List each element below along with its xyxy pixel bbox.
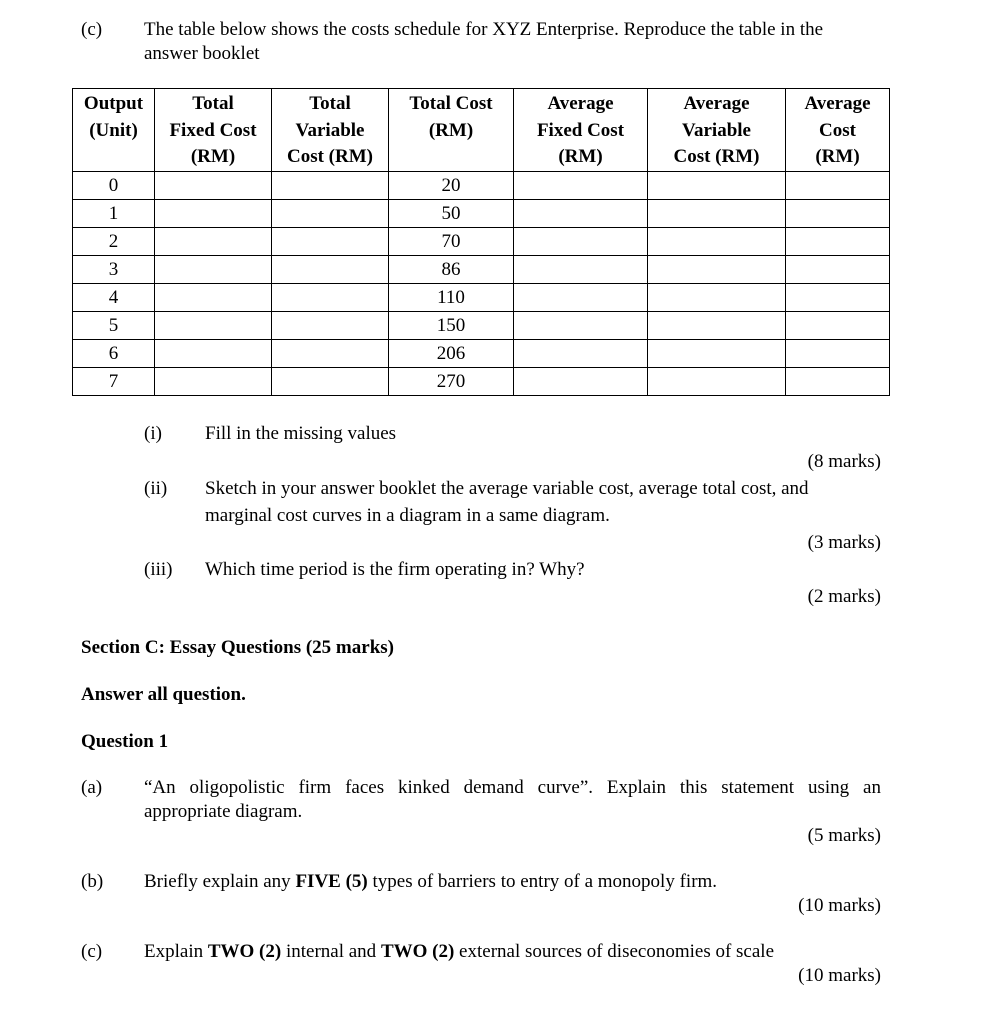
table-cell: 86 [389, 256, 514, 284]
table-cell [786, 256, 890, 284]
subq-ii-line-2: marginal cost curves in a diagram in a same diagram. [205, 505, 610, 526]
table-row [73, 312, 890, 340]
cost-schedule-table [72, 88, 890, 396]
table-cell [786, 172, 890, 200]
table-cell [648, 340, 786, 368]
table-cell: 150 [389, 312, 514, 340]
section-title: Section C: Essay Questions (25 marks) [81, 637, 394, 658]
table-cell [514, 312, 648, 340]
table-cell [648, 200, 786, 228]
question-c-label: (c) [81, 19, 103, 40]
essay-b-label: (b) [81, 871, 104, 892]
header-output: Output (Unit) [73, 89, 155, 172]
table-cell [648, 368, 786, 396]
table-cell [786, 368, 890, 396]
subq-i-label: (i) [144, 423, 162, 444]
intro-line-1: The table below shows the costs schedule for XYZ Enterprise. Reproduce the table in the [144, 19, 824, 40]
table-cell [155, 284, 272, 312]
table-row [73, 172, 890, 200]
table-cell [648, 172, 786, 200]
table-cell: 2 [73, 228, 155, 256]
essay-c-marks: (10 marks) [798, 965, 881, 986]
header-total-variable-cost: Total Variable Cost (RM) [272, 89, 389, 172]
table-cell [514, 256, 648, 284]
table-cell [272, 228, 389, 256]
essay-a-line-1: “An oligopolistic firm faces kinked demand curve”. Explain this statement using an [144, 777, 881, 798]
table-cell [155, 312, 272, 340]
table-cell [514, 368, 648, 396]
table-cell [786, 200, 890, 228]
table-cell: 6 [73, 340, 155, 368]
essay-b-marks: (10 marks) [798, 895, 881, 916]
table-cell [155, 256, 272, 284]
table-cell [514, 172, 648, 200]
essay-c-bold-external: TWO (2) [380, 941, 455, 962]
essay-b-text: Briefly explain any FIVE (5) types of barriers to entry of a monopoly firm. [144, 871, 718, 892]
table-row [73, 256, 890, 284]
table-cell [514, 200, 648, 228]
essay-c-text: Explain TWO (2) internal and TWO (2) external sources of diseconomies of scale [144, 941, 775, 962]
table-cell [272, 200, 389, 228]
table-cell: 110 [389, 284, 514, 312]
header-average-variable-cost: Average Variable Cost (RM) [648, 89, 786, 172]
header-average-cost: Average Cost (RM) [786, 89, 890, 172]
table-cell [155, 228, 272, 256]
subq-ii-marks: (3 marks) [807, 532, 881, 553]
essay-a-line-2: appropriate diagram. [144, 801, 303, 822]
table-cell: 4 [73, 284, 155, 312]
table-cell [272, 256, 389, 284]
table-cell [155, 200, 272, 228]
subq-ii-label: (ii) [144, 478, 168, 499]
question-heading: Question 1 [81, 731, 169, 752]
table-cell [272, 340, 389, 368]
header-total-fixed-cost: Total Fixed Cost (RM) [155, 89, 272, 172]
section-instruction: Answer all question. [81, 684, 246, 705]
subq-iii-label: (iii) [144, 559, 173, 580]
subq-ii-line-1: Sketch in your answer booklet the average variable cost, average total cost, and [205, 478, 809, 499]
table-cell [514, 284, 648, 312]
intro-line-2: answer booklet [144, 43, 260, 64]
essay-a-marks: (5 marks) [807, 825, 881, 846]
table-cell [272, 172, 389, 200]
table-cell: 5 [73, 312, 155, 340]
table-cell [786, 284, 890, 312]
table-cell [786, 340, 890, 368]
table-row [73, 368, 890, 396]
table-cell: 270 [389, 368, 514, 396]
essay-b-bold-count: FIVE (5) [295, 871, 368, 892]
table-cell [648, 312, 786, 340]
table-cell [648, 228, 786, 256]
table-cell: 3 [73, 256, 155, 284]
table-cell: 1 [73, 200, 155, 228]
table-row [73, 200, 890, 228]
table-cell [648, 256, 786, 284]
table-cell [155, 340, 272, 368]
table-cell: 20 [389, 172, 514, 200]
table-cell [514, 228, 648, 256]
table-row [73, 340, 890, 368]
table-cell [514, 340, 648, 368]
table-cell [272, 368, 389, 396]
table-cell: 70 [389, 228, 514, 256]
header-average-fixed-cost: Average Fixed Cost (RM) [514, 89, 648, 172]
table-cell [786, 228, 890, 256]
subq-i-text: Fill in the missing values [205, 423, 397, 444]
subq-i-marks: (8 marks) [807, 451, 881, 472]
header-total-cost: Total Cost (RM) [389, 89, 514, 172]
table-cell: 0 [73, 172, 155, 200]
table-cell [272, 284, 389, 312]
table-header-row [73, 89, 890, 172]
table-cell [648, 284, 786, 312]
subq-iii-marks: (2 marks) [807, 586, 881, 607]
table-row [73, 284, 890, 312]
table-cell: 50 [389, 200, 514, 228]
essay-c-bold-internal: TWO (2) [207, 941, 282, 962]
essay-c-label: (c) [81, 941, 103, 962]
subq-iii-text: Which time period is the firm operating in? Why? [205, 559, 585, 580]
table-cell [272, 312, 389, 340]
table-cell [786, 312, 890, 340]
table-cell: 7 [73, 368, 155, 396]
essay-a-label: (a) [81, 777, 103, 798]
table-cell: 206 [389, 340, 514, 368]
table-cell [155, 172, 272, 200]
table-row [73, 228, 890, 256]
table-cell [155, 368, 272, 396]
